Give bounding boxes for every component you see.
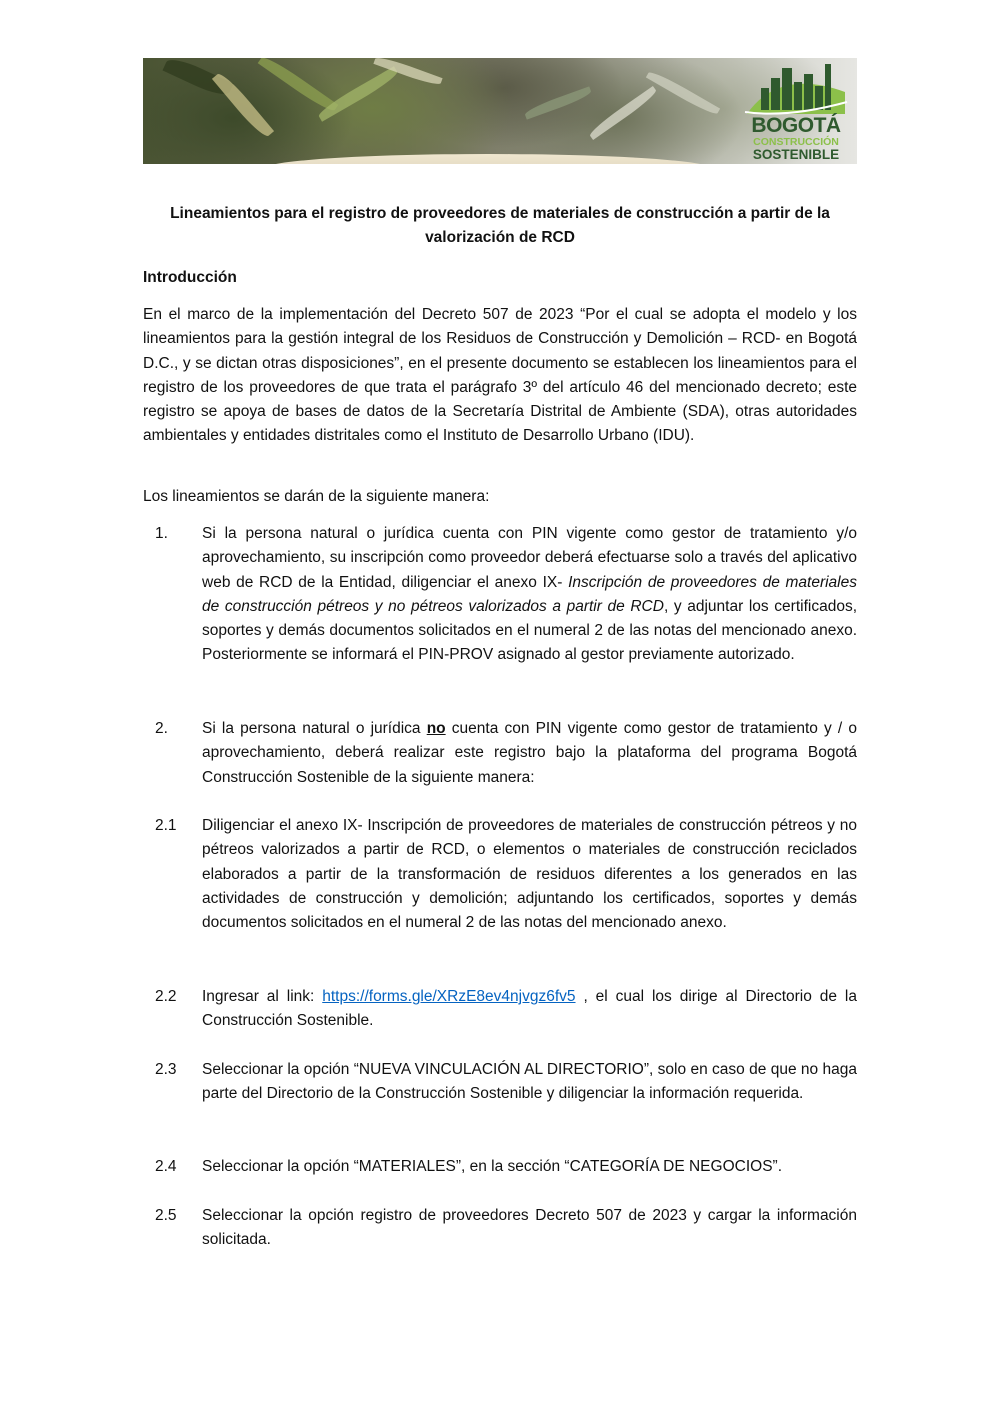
leaf-decoration — [316, 66, 400, 121]
list-number: 2.5 — [155, 1207, 177, 1224]
text-segment: Si la persona natural o jurídica cuenta con PIN vigente como gestor de tratamiento y/o aprovechamiento, su inscripción como proveedor deberá efectuarse solo a través del aplicativo web de RCD de la Entidad, diligenciar el anexo IX- — [202, 525, 857, 591]
text-segment: , el cual los dirige al Directorio de la Construcción Sostenible. — [202, 988, 857, 1030]
list-item-1 — [143, 522, 857, 668]
bogota-construccion-sostenible-logo — [739, 62, 851, 162]
list-text — [202, 717, 857, 790]
intro-paragraph: En el marco de la implementación del Decreto 507 de 2023 “Por el cual se adopta el modelo y los lineamientos para la gestión integral de los Residuos de Construcción y Demolición – RCD- en Bogotá D.C., y se dictan otras disposiciones”, en el presente documento se establecen los lineamientos para el registro de los proveedores de que trata el parágrafo 3º del artículo 46 del mencionado decreto; este registro se apoya de bases de datos de la Secretaría Distrital de Ambiente (SDA), otras autoridades ambientales y entidades distritales como el Instituto de Desarrollo Urbano (IDU). — [143, 306, 857, 445]
text-segment: , y adjuntar los certificados, soportes y demás documentos solicitados en el numeral 2 de las notas del mencionado anexo. Posteriormente se informará el PIN-PROV asignado al gestor previamente autorizado. — [202, 597, 857, 664]
forms-link[interactable]: https://forms.gle/XRzE8ev4njvgz6fv5 — [322, 988, 576, 1005]
city-skyline-icon — [739, 62, 851, 118]
text-segment: Si la persona natural o jurídica — [202, 720, 427, 737]
list-text — [202, 522, 857, 668]
list-text: Seleccionar la opción “MATERIALES”, en la sección “CATEGORÍA DE NEGOCIOS”. — [202, 1158, 783, 1175]
logo-text-sostenible: SOSTENIBLE — [752, 147, 840, 162]
list-item-2 — [143, 717, 857, 790]
list-item-2-4 — [143, 1155, 857, 1179]
list-item-2-3 — [143, 1058, 857, 1107]
list-number: 2.4 — [155, 1158, 177, 1175]
list-text: Seleccionar la opción “NUEVA VINCULACIÓN AL DIRECTORIO”, solo en caso de que no haga parte del Directorio de la Construcción Sostenible y diligenciar la información requerida. — [202, 1061, 857, 1103]
leaf-decoration — [523, 86, 592, 119]
wooden-table — [263, 154, 713, 164]
leaf-decoration — [212, 70, 274, 140]
text-segment: cuenta con PIN vigente como gestor de tratamiento y / o aprovechamiento, deberá realizar este registro bajo la plataforma del programa Bogotá Construcción Sostenible de la siguiente manera: — [202, 720, 857, 786]
section-heading: Introducción — [143, 269, 237, 286]
list-text: Seleccionar la opción registro de proveedores Decreto 507 de 2023 y cargar la información solicitada. — [202, 1207, 857, 1249]
leaf-decoration — [587, 86, 658, 140]
header-banner — [143, 58, 857, 164]
list-number: 2. — [155, 720, 168, 737]
leaf-decoration — [646, 69, 720, 118]
list-number: 2.2 — [155, 988, 177, 1005]
emphasis-no: no — [426, 720, 446, 737]
list-item-2-2 — [143, 985, 857, 1034]
list-number: 2.3 — [155, 1061, 177, 1078]
list-text: Diligenciar el anexo IX- Inscripción de proveedores de materiales de construcción pétreos y no pétreos valorizados a partir de RCD, o elementos o materiales de construcción reciclados elaborados a partir de la transformación de residuos diferentes a los generados en las actividades de construcción y demolición; adjuntando los certificados, soportes y demás documentos solicitados en el numeral 2 de las notas del mencionado anexo. — [202, 817, 857, 932]
list-text — [202, 985, 857, 1034]
logo-text-bogota: BOGOTÁ — [751, 114, 841, 137]
list-number: 2.1 — [155, 817, 177, 834]
list-number: 1. — [155, 525, 168, 542]
text-segment: Ingresar al link: — [202, 988, 323, 1005]
list-item-2-1 — [143, 814, 857, 935]
list-item-2-5 — [143, 1204, 857, 1253]
lead-in-text: Los lineamientos se darán de la siguiente manera: — [143, 488, 490, 505]
annex-title-italic: Inscripción de proveedores de materiales de construcción pétreos y no pétreos valorizados a partir de RCD — [202, 573, 857, 615]
document-title: Lineamientos para el registro de proveedores de materiales de construcción a partir de la valorización de RCD — [170, 205, 830, 246]
logo-text-construccion: CONSTRUCCIÓN — [753, 136, 839, 148]
